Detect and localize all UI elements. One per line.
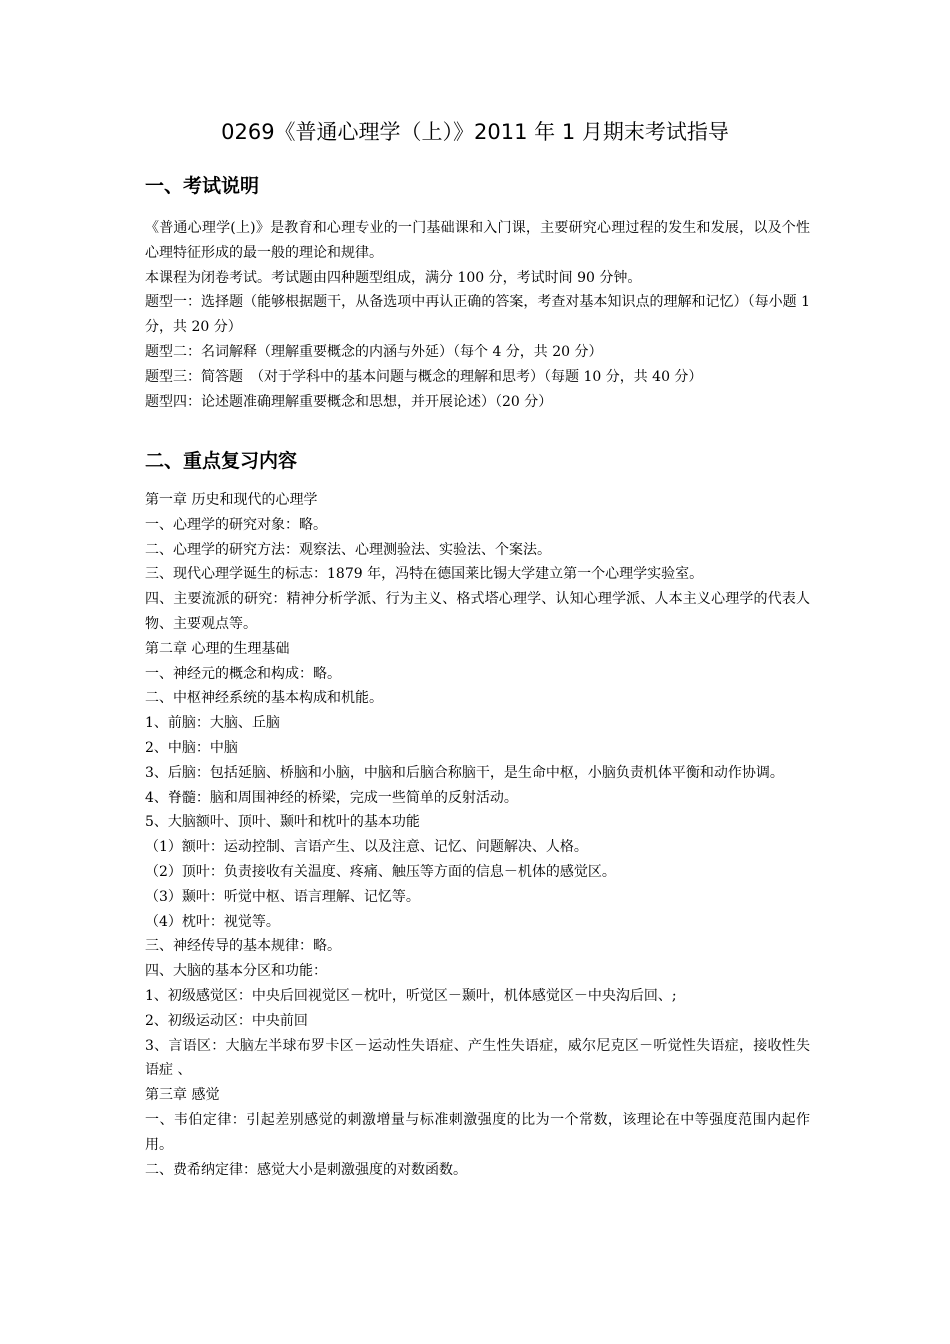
paragraph: 题型三：简答题 （对于学科中的基本问题与概念的理解和思考）（每题 10 分，共 40 分）: [145, 368, 703, 385]
paragraph: 题型一：选择题（能够根据题干，从备选项中再认正确的答案，考查对基本知识点的理解和记忆）（每小题 1 分，共 20 分）: [145, 294, 810, 336]
paragraph: 2、中脑：中脑: [145, 739, 238, 756]
paragraph: 题型四：论述题准确理解重要概念和思想，并开展论述）（20 分）: [145, 393, 553, 410]
paragraph: 三、神经传导的基本规律：略。: [145, 938, 341, 955]
section-heading-exam-description: 一、考试说明: [145, 175, 260, 197]
paragraph: 本课程为闭卷考试。考试题由四种题型组成，满分 100 分，考试时间 90 分钟。: [145, 269, 642, 286]
chapter-heading: 第二章 心理的生理基础: [145, 640, 290, 657]
paragraph: 一、心理学的研究对象：略。: [145, 516, 327, 533]
chapter-heading: 第三章 感觉: [145, 1087, 220, 1104]
section-heading-key-review: 二、重点复习内容: [145, 450, 298, 472]
paragraph: 1、前脑：大脑、丘脑: [145, 715, 280, 732]
paragraph: 5、大脑额叶、顶叶、颞叶和枕叶的基本功能: [145, 814, 420, 831]
paragraph: 4、脊髓：脑和周围神经的桥梁，完成一些简单的反射活动。: [145, 789, 518, 806]
paragraph: 四、主要流派的研究：精神分析学派、行为主义、格式塔心理学、认知心理学派、人本主义心理学的代表人物、主要观点等。: [145, 591, 810, 632]
paragraph: （1）额叶：运动控制、言语产生、以及注意、记忆、问题解决、人格。: [145, 839, 588, 856]
paragraph: （4）枕叶：视觉等。: [145, 913, 280, 930]
paragraph: 三、现代心理学诞生的标志：1879 年，冯特在德国莱比锡大学建立第一个心理学实验室。: [145, 566, 704, 583]
exam-description-body: [145, 216, 810, 414]
document-title: 0269《普通心理学（上）》2011 年 1 月期末考试指导: [221, 120, 729, 144]
paragraph: 《普通心理学(上)》是教育和心理专业的一门基础课和入门课，主要研究心理过程的发生和发展，以及个性心理特征形成的最一般的理论和规律。: [145, 220, 810, 261]
paragraph: 1、初级感觉区：中央后回视觉区－枕叶，听觉区－颞叶，机体感觉区－中央沟后回、;: [145, 987, 677, 1004]
paragraph: 2、初级运动区：中央前回: [145, 1012, 308, 1029]
key-review-body: [145, 488, 810, 1182]
paragraph: 一、韦伯定律：引起差别感觉的刺激增量与标准刺激强度的比为一个常数，该理论在中等强度范围内起作用。: [145, 1111, 810, 1153]
paragraph: （3）颞叶：听觉中枢、语言理解、记忆等。: [145, 888, 420, 905]
paragraph: 二、中枢神经系统的基本构成和机能。: [145, 690, 383, 707]
paragraph: （2）顶叶：负责接收有关温度、疼痛、触压等方面的信息－机体的感觉区。: [145, 863, 616, 880]
paragraph: 3、言语区：大脑左半球布罗卡区－运动性失语症、产生性失语症，威尔尼克区－听觉性失语症，接收性失语症 、: [145, 1037, 810, 1079]
paragraph: 四、大脑的基本分区和功能：: [145, 963, 327, 980]
paragraph: 二、费希纳定律：感觉大小是刺激强度的对数函数。: [145, 1161, 467, 1178]
paragraph: 二、心理学的研究方法：观察法、心理测验法、实验法、个案法。: [145, 541, 551, 558]
paragraph: 题型二：名词解释（理解重要概念的内涵与外延）（每个 4 分，共 20 分）: [145, 343, 603, 360]
chapter-heading: 第一章 历史和现代的心理学: [145, 492, 318, 508]
paragraph: 3、后脑：包括延脑、桥脑和小脑，中脑和后脑合称脑干，是生命中枢，小脑负责机体平衡和动作协调。: [145, 764, 784, 781]
paragraph: 一、神经元的概念和构成：略。: [145, 665, 341, 682]
